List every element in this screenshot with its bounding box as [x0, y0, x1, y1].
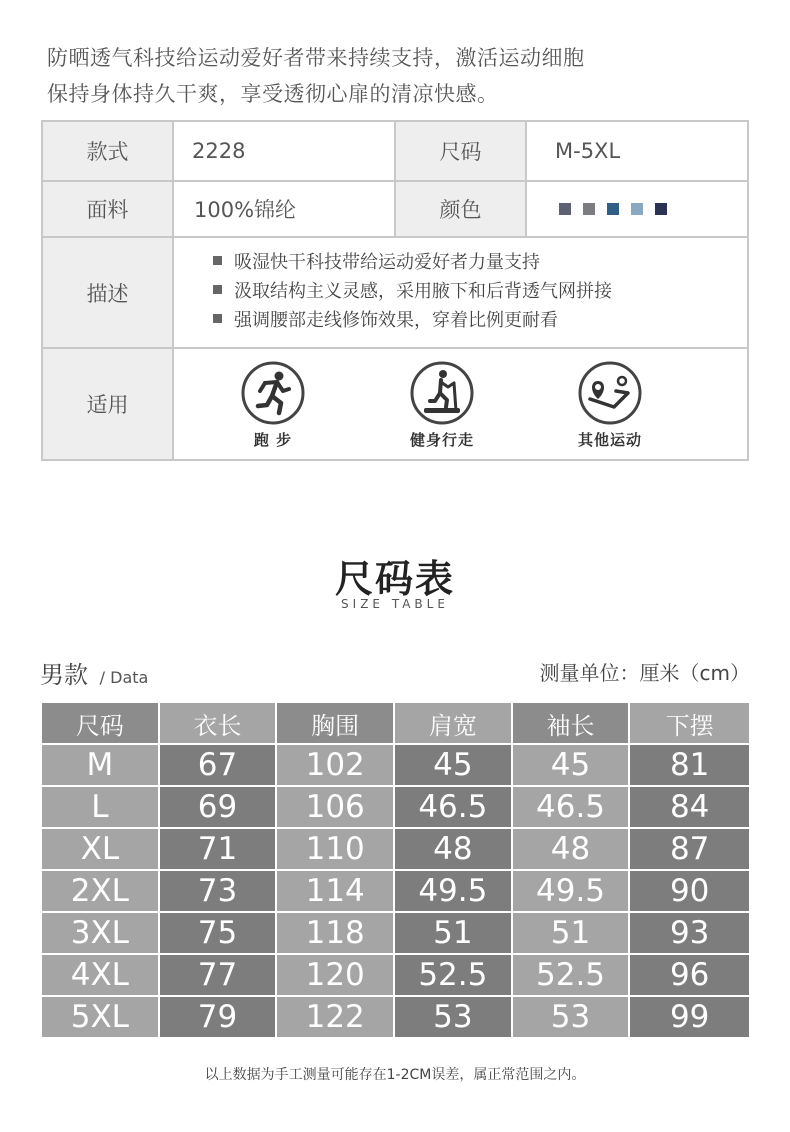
color-swatches	[527, 182, 747, 236]
size-table-cell: 46.5	[513, 787, 629, 827]
color-swatch	[607, 203, 619, 215]
size-table-cell: 53	[513, 997, 629, 1037]
route-pin-icon	[578, 361, 642, 425]
size-table-cell: 46.5	[395, 787, 511, 827]
size-table-cell: 49.5	[395, 871, 511, 911]
size-table-cell: 75	[160, 913, 276, 953]
use-label: 适用	[43, 349, 174, 459]
size-table-cell: M	[42, 745, 158, 785]
size-table-cell: 53	[395, 997, 511, 1037]
color-swatch	[631, 203, 643, 215]
size-table-cell: 51	[513, 913, 629, 953]
size-table-cell: 73	[160, 871, 276, 911]
use-item-running	[218, 361, 328, 450]
size-table-cell: 120	[277, 955, 393, 995]
size-table-cell: 49.5	[513, 871, 629, 911]
color-label: 颜色	[396, 182, 527, 236]
size-table-row	[42, 997, 749, 1037]
size-table-cell: 5XL	[42, 997, 158, 1037]
size-table-cell: 87	[630, 829, 749, 869]
size-table-header-cell: 胸围	[277, 703, 393, 743]
use-label-other: 其他运动	[577, 431, 642, 449]
desc-item-text: 吸湿快干科技带给运动爱好者力量支持	[234, 251, 540, 273]
size-table-header-cell: 尺码	[42, 703, 158, 743]
size-table-cell: 51	[395, 913, 511, 953]
spec-row-fabric	[43, 182, 747, 238]
gender-text: 男款	[40, 661, 88, 689]
fabric-value: 100%锦纶	[174, 182, 396, 236]
desc-item	[211, 275, 612, 304]
size-table-cell: 84	[630, 787, 749, 827]
data-label: / Data	[99, 668, 149, 687]
size-table-cell: L	[42, 787, 158, 827]
gender-label	[40, 655, 148, 690]
size-table-header-cell: 衣长	[160, 703, 276, 743]
size-table-cell: 122	[277, 997, 393, 1037]
size-table-cell: 48	[513, 829, 629, 869]
bullet-square-icon	[213, 314, 222, 323]
desc-item	[211, 304, 612, 333]
size-table-cell: 110	[277, 829, 393, 869]
intro-line-1: 防晒透气科技给运动爱好者带来持续支持，激活运动细胞	[47, 46, 585, 70]
size-table-row	[42, 745, 749, 785]
size-value: M-5XL	[555, 139, 621, 163]
size-table-cell: 114	[277, 871, 393, 911]
size-table-subtitle: SIZE TABLE	[341, 597, 449, 611]
fabric-label: 面料	[43, 182, 174, 236]
size-table	[42, 703, 749, 1039]
desc-item	[211, 246, 612, 275]
size-table-cell: 106	[277, 787, 393, 827]
style-value: 2228	[174, 122, 396, 180]
size-table-cell: 4XL	[42, 955, 158, 995]
intro-text	[47, 40, 767, 112]
desc-label: 描述	[43, 238, 174, 347]
spec-row-desc	[43, 238, 747, 349]
spec-row-style	[43, 122, 747, 182]
size-table-header-cell: 袖长	[513, 703, 629, 743]
measurement-note: 以上数据为手工测量可能存在1-2CM误差，属正常范围之内。	[204, 1067, 586, 1083]
treadmill-icon	[410, 361, 474, 425]
color-swatch	[583, 203, 595, 215]
size-table-cell: XL	[42, 829, 158, 869]
size-label: 尺码	[396, 122, 527, 180]
desc-item-text: 强调腰部走线修饰效果，穿着比例更耐看	[234, 309, 558, 331]
desc-item-text: 汲取结构主义灵感，采用腋下和后背透气网拼接	[234, 280, 612, 302]
style-label: 款式	[43, 122, 174, 180]
size-table-cell: 52.5	[395, 955, 511, 995]
size-table-cell: 81	[630, 745, 749, 785]
size-table-row	[42, 871, 749, 911]
size-table-cell: 45	[395, 745, 511, 785]
size-table-cell: 90	[630, 871, 749, 911]
size-table-cell: 45	[513, 745, 629, 785]
size-table-cell: 69	[160, 787, 276, 827]
size-table-row	[42, 955, 749, 995]
size-table-cell: 118	[277, 913, 393, 953]
spec-table	[41, 120, 749, 461]
bullet-square-icon	[213, 256, 222, 265]
unit-label: 测量单位：厘米（cm）	[539, 661, 750, 685]
size-table-row	[42, 913, 749, 953]
size-table-cell: 3XL	[42, 913, 158, 953]
size-table-row	[42, 829, 749, 869]
size-table-cell: 71	[160, 829, 276, 869]
size-table-header-cell: 下摆	[630, 703, 749, 743]
size-table-row	[42, 787, 749, 827]
size-table-cell: 67	[160, 745, 276, 785]
running-icon	[241, 361, 305, 425]
use-item-treadmill	[387, 361, 497, 450]
size-table-cell: 77	[160, 955, 276, 995]
size-table-header-cell: 肩宽	[395, 703, 511, 743]
desc-list	[211, 246, 612, 333]
size-table-cell: 102	[277, 745, 393, 785]
size-table-cell: 2XL	[42, 871, 158, 911]
bullet-square-icon	[213, 285, 222, 294]
use-item-other	[555, 361, 665, 450]
size-table-cell: 52.5	[513, 955, 629, 995]
spec-row-use	[43, 349, 747, 459]
color-swatch	[655, 203, 667, 215]
size-table-cell: 93	[630, 913, 749, 953]
use-label-treadmill: 健身行走	[409, 431, 474, 449]
size-table-title: 尺码表	[334, 557, 455, 601]
color-swatch	[559, 203, 571, 215]
intro-line-2: 保持身体持久干爽，享受透彻心扉的清凉快感。	[47, 82, 499, 106]
size-table-cell: 48	[395, 829, 511, 869]
size-table-header	[42, 703, 749, 743]
use-label-running: 跑 步	[253, 431, 293, 449]
size-table-cell: 79	[160, 997, 276, 1037]
size-table-cell: 99	[630, 997, 749, 1037]
size-table-cell: 96	[630, 955, 749, 995]
